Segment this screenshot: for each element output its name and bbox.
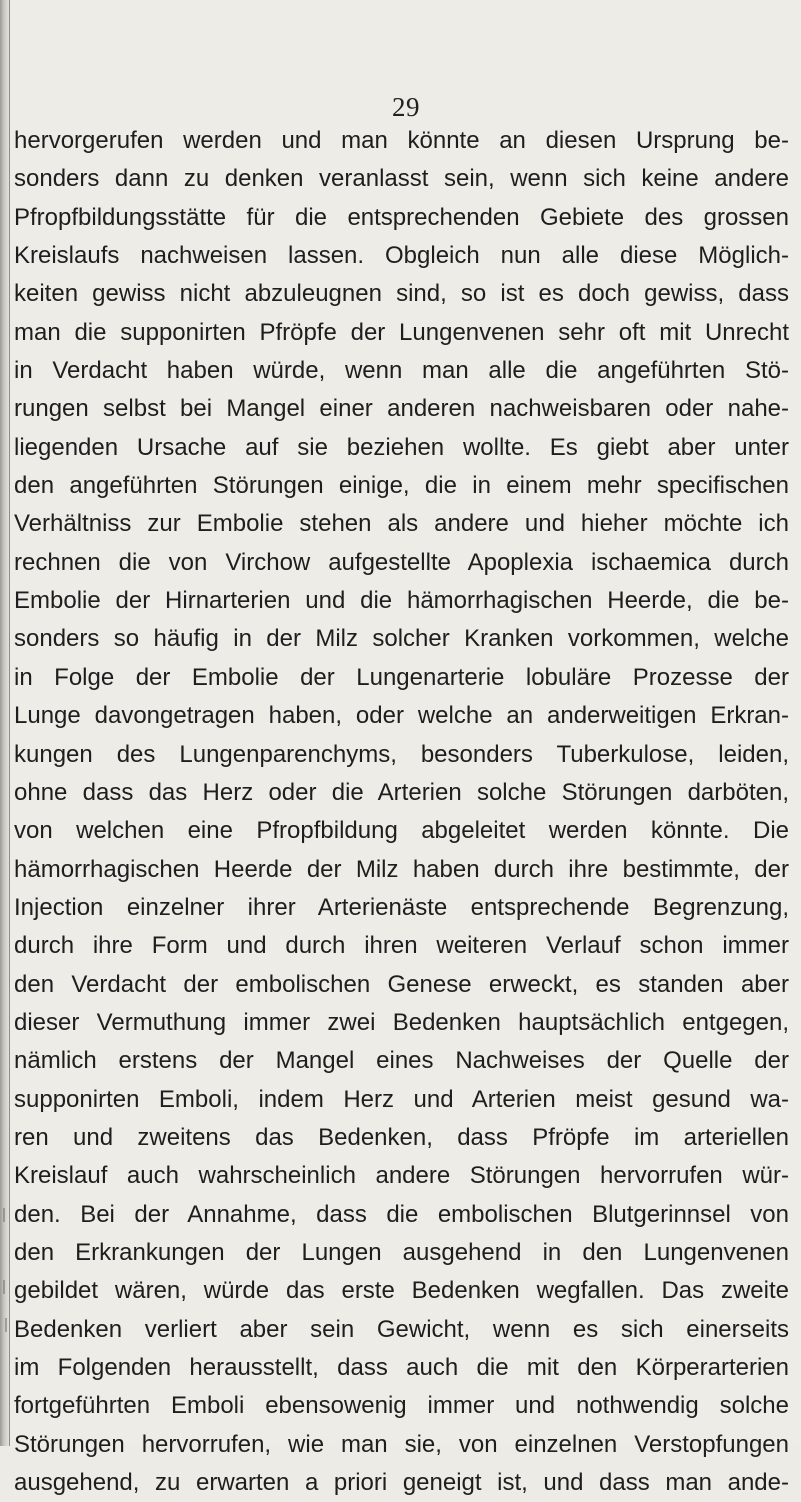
text-line: Bedenken verliert aber sein Gewicht, wenn es sich einerseits (14, 1315, 789, 1343)
text-line: keiten gewiss nicht abzuleugnen sind, so ist es doch gewiss, dass (14, 280, 789, 308)
scan-mark (3, 1280, 5, 1294)
text-line: gebildet wären, würde das erste Bedenken wegfallen. Das zweite (14, 1277, 789, 1305)
text-line: liegenden Ursache auf sie beziehen wollte. Es giebt aber unter (14, 433, 789, 461)
text-line: supponirten Emboli, indem Herz und Arterien meist gesund wa- (14, 1085, 789, 1113)
text-line: Störungen hervorrufen, wie man sie, von einzelnen Verstopfungen (14, 1430, 789, 1458)
text-line: Pfropfbildungsstätte für die entsprechenden Gebiete des grossen (14, 203, 789, 231)
text-line: dieser Vermuthung immer zwei Bedenken hauptsächlich entgegen, (14, 1008, 789, 1036)
scan-mark (3, 1208, 5, 1222)
text-line: ausgehend, zu erwarten a priori geneigt ist, und dass man ande- (14, 1469, 789, 1497)
text-line: Kreislaufs nachweisen lassen. Obgleich nun alle diese Möglich- (14, 242, 789, 270)
text-line: nämlich erstens der Mangel eines Nachweises der Quelle der (14, 1047, 789, 1075)
text-line: rechnen die von Virchow aufgestellte Apoplexia ischaemica durch (14, 548, 789, 576)
text-line: den Verdacht der embolischen Genese erweckt, es standen aber (14, 970, 789, 998)
text-line: Embolie der Hirnarterien und die hämorrhagischen Heerde, die be- (14, 587, 789, 615)
text-line: in Verdacht haben würde, wenn man alle die angeführten Stö- (14, 357, 789, 385)
text-line: hämorrhagischen Heerde der Milz haben durch ihre bestimmte, der (14, 855, 789, 883)
text-line: man die supponirten Pfröpfe der Lungenvenen sehr oft mit Unrecht (14, 318, 789, 346)
scan-mark (5, 1318, 7, 1332)
text-line: rungen selbst bei Mangel einer anderen nachweisbaren oder nahe- (14, 395, 789, 423)
text-line: Verhältniss zur Embolie stehen als andere und hieher möchte ich (14, 510, 789, 538)
text-line: ohne dass das Herz oder die Arterien solche Störungen darböten, (14, 778, 789, 806)
body-text (14, 122, 789, 1502)
text-line: sonders so häufig in der Milz solcher Kranken vorkommen, welche (14, 625, 789, 653)
text-line: sonders dann zu denken veranlasst sein, wenn sich keine andere (14, 165, 789, 193)
binding-edge (9, 0, 10, 1446)
text-line: in Folge der Embolie der Lungenarterie lobuläre Prozesse der (14, 663, 789, 691)
text-line: Injection einzelner ihrer Arterienäste entsprechende Begrenzung, (14, 893, 789, 921)
text-line: den Erkrankungen der Lungen ausgehend in den Lungenvenen (14, 1238, 789, 1266)
text-line: durch ihre Form und durch ihren weiteren Verlauf schon immer (14, 932, 789, 960)
text-line: Lunge davongetragen haben, oder welche an anderweitigen Erkran- (14, 702, 789, 730)
text-line: den angeführten Störungen einige, die in einem mehr specifischen (14, 472, 789, 500)
page-number: 29 (392, 92, 420, 122)
text-line: kungen des Lungenparenchyms, besonders Tuberkulose, leiden, (14, 740, 789, 768)
text-line: hervorgerufen werden und man könnte an diesen Ursprung be- (14, 127, 789, 154)
text-line: den. Bei der Annahme, dass die embolischen Blutgerinnsel von (14, 1200, 789, 1228)
text-line: von welchen eine Pfropfbildung abgeleitet werden könnte. Die (14, 817, 789, 845)
text-line: im Folgenden herausstellt, dass auch die mit den Körperarterien (14, 1354, 789, 1381)
text-line: ren und zweitens das Bedenken, dass Pfröpfe im arteriellen (14, 1123, 789, 1151)
text-line: Kreislauf auch wahrscheinlich andere Störungen hervorrufen wür- (14, 1162, 789, 1190)
text-line: fortgeführten Emboli ebensowenig immer und nothwendig solche (14, 1392, 789, 1420)
